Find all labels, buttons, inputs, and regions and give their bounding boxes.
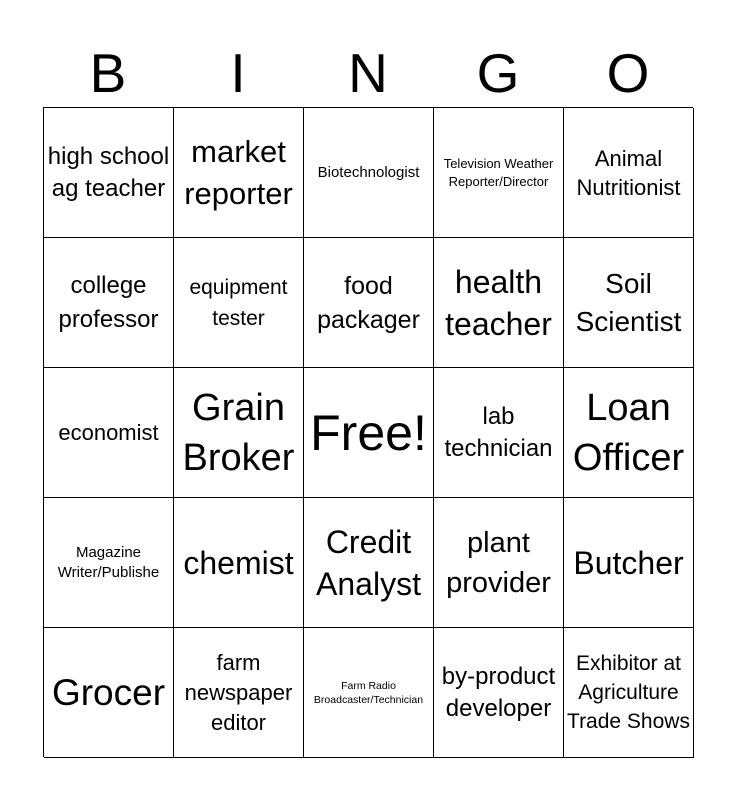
cell-label: by-product developer	[441, 662, 556, 722]
bingo-cell[interactable]	[564, 498, 694, 628]
cell-label: Grain Broker	[182, 386, 295, 479]
bingo-cell[interactable]	[304, 628, 434, 758]
bingo-cell[interactable]	[564, 628, 694, 758]
bingo-cell[interactable]	[434, 368, 564, 498]
header-letter-b: B	[89, 42, 127, 104]
bingo-cell[interactable]	[174, 238, 304, 368]
bingo-cell[interactable]	[174, 628, 304, 758]
bingo-cell[interactable]	[174, 498, 304, 628]
header-letter-n: N	[348, 42, 388, 104]
bingo-cell[interactable]	[434, 108, 564, 238]
bingo-cell[interactable]	[174, 108, 304, 238]
cell-label: Butcher	[573, 544, 684, 581]
bingo-cell[interactable]	[174, 368, 304, 498]
bingo-cell[interactable]	[434, 498, 564, 628]
cell-label: Soil Scientist	[575, 267, 682, 337]
bingo-cell[interactable]	[304, 498, 434, 628]
cell-label: Credit Analyst	[316, 523, 421, 602]
bingo-cell[interactable]	[564, 368, 694, 498]
bingo-board	[43, 107, 693, 757]
header-letter-o: O	[606, 42, 650, 104]
cell-label: Biotechnologist	[317, 163, 420, 181]
bingo-cell[interactable]	[44, 108, 174, 238]
cell-label: Television Weather Reporter/Director	[443, 155, 554, 189]
cell-label: market reporter	[184, 133, 293, 211]
bingo-cell[interactable]	[44, 628, 174, 758]
cell-label: high school ag teacher	[47, 142, 170, 202]
cell-label: health teacher	[445, 263, 552, 342]
cell-label: Farm Radio Broadcaster/Technician	[313, 679, 424, 706]
cell-label: Grocer	[51, 671, 166, 713]
cell-label: economist	[58, 420, 159, 445]
bingo-cell[interactable]	[304, 238, 434, 368]
bingo-cell[interactable]	[304, 368, 434, 498]
bingo-cell[interactable]	[434, 238, 564, 368]
bingo-cell[interactable]	[44, 368, 174, 498]
cell-label: food packager	[317, 271, 420, 334]
cell-label: Magazine Writer/Publishe	[57, 543, 160, 581]
cell-label: equipment tester	[189, 275, 288, 330]
bingo-cell[interactable]	[434, 628, 564, 758]
cell-label: chemist	[183, 544, 294, 581]
cell-label: farm newspaper editor	[184, 649, 293, 735]
cell-label: Free!	[310, 404, 427, 461]
bingo-cell[interactable]	[564, 238, 694, 368]
header-letter-i: I	[230, 42, 246, 104]
bingo-cell[interactable]	[44, 498, 174, 628]
bingo-cell[interactable]	[564, 108, 694, 238]
cell-label: Loan Officer	[572, 386, 685, 479]
bingo-cell[interactable]	[44, 238, 174, 368]
bingo-header	[43, 38, 693, 108]
bingo-cell[interactable]	[304, 108, 434, 238]
cell-label: lab technician	[444, 402, 553, 462]
cell-label: college professor	[58, 271, 159, 333]
cell-label: Exhibitor at Agriculture Trade Shows	[567, 652, 690, 733]
header-letter-g: G	[476, 42, 520, 104]
cell-label: plant provider	[446, 526, 551, 599]
cell-label: Animal Nutritionist	[576, 145, 681, 200]
